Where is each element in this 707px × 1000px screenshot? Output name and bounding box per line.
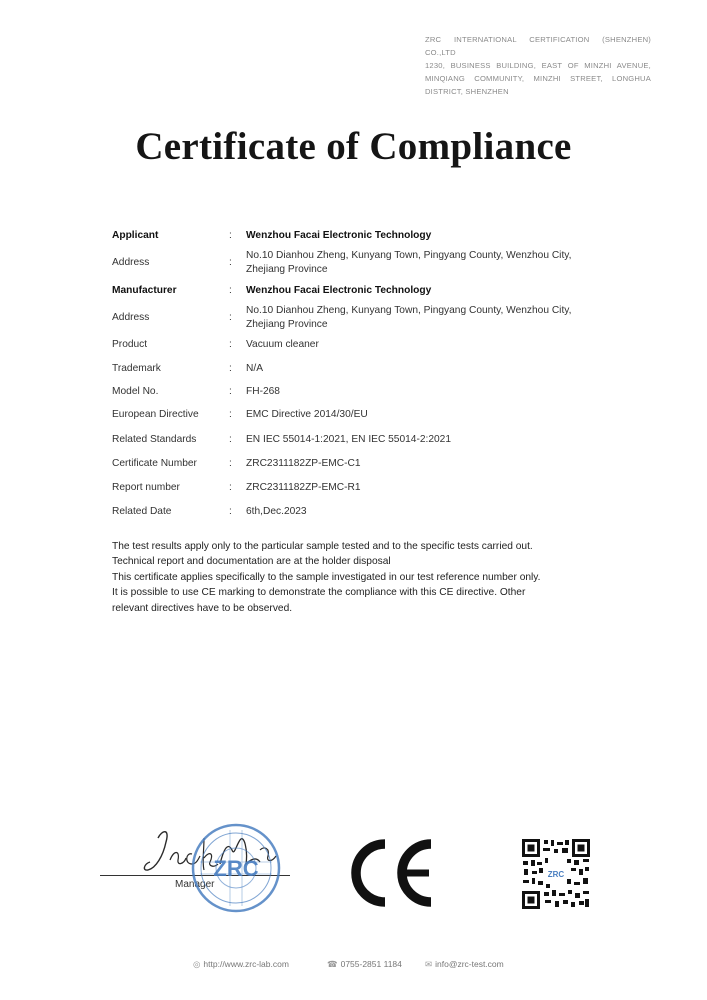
- field-separator: :: [229, 409, 232, 420]
- field-value: Wenzhou Facai Electronic Technology: [246, 285, 432, 296]
- field-label: Report number: [112, 482, 180, 493]
- issuer-line: DISTRICT, SHENZHEN: [425, 87, 509, 96]
- field-value: EN IEC 55014-1:2021, EN IEC 55014-2:2021: [246, 434, 452, 445]
- certificate-title: Certificate of Compliance: [135, 125, 572, 168]
- field-separator: :: [229, 386, 232, 397]
- field-value: 6th,Dec.2023: [246, 506, 307, 517]
- field-separator: :: [229, 257, 232, 268]
- footer: [0, 957, 707, 973]
- qr-code: [521, 838, 591, 910]
- footer-email[interactable]: [425, 959, 504, 970]
- issuer-address-block: [425, 33, 651, 98]
- field-label: Model No.: [112, 386, 159, 397]
- field-label: Certificate Number: [112, 458, 197, 469]
- stamp-text: ZRC: [213, 856, 259, 881]
- note-line: This certificate applies specifically to the sample investigated in our test reference number only.: [112, 571, 541, 583]
- mail-icon: ✉: [425, 959, 433, 969]
- field-separator: :: [229, 458, 232, 469]
- note-line: The test results apply only to the particular sample tested and to the specific tests carried out.: [112, 541, 533, 552]
- note-line: Technical report and documentation are at the holder disposal: [112, 556, 391, 568]
- field-label: European Directive: [112, 409, 199, 420]
- field-label: Product: [112, 339, 148, 350]
- field-label: Related Date: [112, 506, 172, 517]
- footer-email-text: info@zrc-test.com: [435, 959, 504, 969]
- issuer-line: ZRC INTERNATIONAL CERTIFICATION (SHENZHEN) CO.,LTD: [425, 35, 651, 57]
- field-label: Applicant: [112, 230, 159, 241]
- note-line: relevant directives have to be observed.: [112, 602, 293, 614]
- issuer-line: MINQIANG COMMUNITY, MINZHI STREET, LONGHUA: [425, 74, 651, 83]
- field-value: Vacuum cleaner: [246, 339, 319, 350]
- field-label: Manufacturer: [112, 285, 177, 296]
- company-stamp: [190, 822, 282, 914]
- field-separator: :: [229, 285, 232, 296]
- field-value: EMC Directive 2014/30/EU: [246, 409, 368, 420]
- note-line: It is possible to use CE marking to demonstrate the compliance with this CE directive. Other: [112, 587, 526, 599]
- field-separator: :: [229, 506, 232, 517]
- field-label: Related Standards: [112, 434, 197, 445]
- field-value: Wenzhou Facai Electronic Technology: [246, 230, 432, 241]
- field-separator: :: [229, 230, 232, 241]
- globe-icon: ◎: [193, 959, 201, 969]
- footer-website-text: http://www.zrc-lab.com: [203, 959, 289, 969]
- field-value: ZRC2311182ZP-EMC-C1: [246, 458, 361, 469]
- phone-icon: ☎: [327, 959, 338, 969]
- ce-mark: [345, 838, 437, 908]
- field-value: No.10 Dianhou Zheng, Kunyang Town, Pingyang County, Wenzhou City, Zhejiang Province: [246, 305, 572, 330]
- issuer-line: 1230, BUSINESS BUILDING, EAST OF MINZHI AVENUE,: [425, 61, 651, 70]
- field-value: N/A: [246, 363, 263, 374]
- field-label: Trademark: [112, 363, 161, 374]
- footer-phone-text: 0755-2851 1184: [340, 959, 402, 969]
- footer-website[interactable]: [193, 959, 289, 970]
- signatory-title: Manager: [175, 879, 215, 890]
- field-label: Address: [112, 257, 150, 268]
- field-value: No.10 Dianhou Zheng, Kunyang Town, Pingyang County, Wenzhou City, Zhejiang Province: [246, 250, 572, 275]
- field-separator: :: [229, 482, 232, 493]
- field-value: ZRC2311182ZP-EMC-R1: [246, 482, 361, 493]
- field-separator: :: [229, 434, 232, 445]
- disclaimer-notes: [112, 539, 582, 616]
- field-separator: :: [229, 363, 232, 374]
- field-label: Address: [112, 312, 150, 323]
- qr-center-logo: ZRC: [547, 870, 565, 879]
- field-separator: :: [229, 339, 232, 350]
- field-value: FH-268: [246, 386, 280, 397]
- footer-phone: [327, 959, 402, 970]
- field-separator: :: [229, 312, 232, 323]
